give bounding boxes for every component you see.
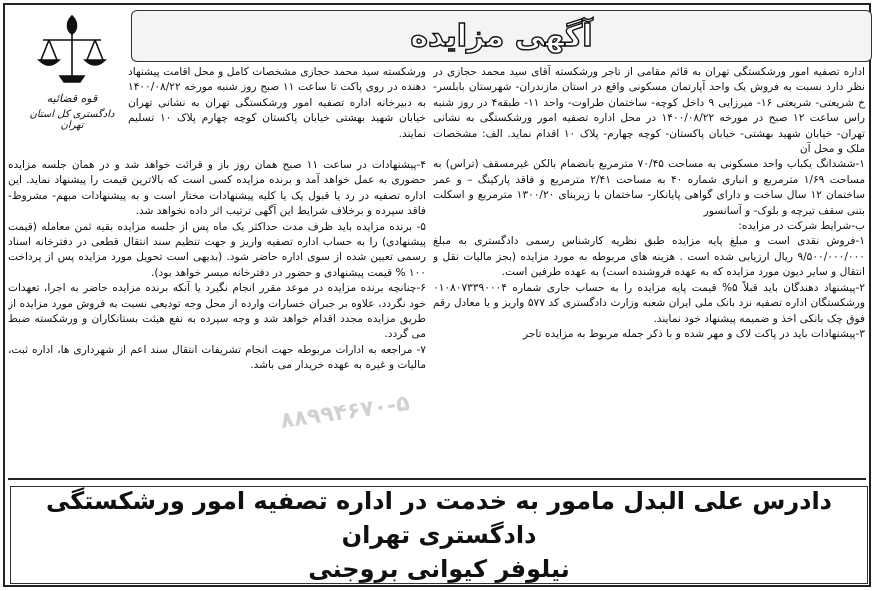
scales-of-justice-icon	[33, 10, 111, 88]
divider	[8, 478, 866, 480]
paragraph: ۱-ششدانگ یکباب واحد مسکونی به مساحت ۷۰/۴۵ مترمربع بانضمام بالکن غیرمسقف (تراس) به مساحت ۱/۶۹ مترمربع و انباری شماره ۴۰ به مساحت ۲/۴۱ مترمربع و فاقد پارکینگ – و عمر ساختمان ۱۲ سال ساخت و دارای گواهی پایانکار- ساختمان با زیربنای ۱۳۰۰/۲۰ مترمربع و اسکلت بتنی سقف تیرچه و بلوک- و آسانسور	[433, 158, 865, 217]
paragraph: ورشکسته سید محمد حجازی مشخصات کامل و محل اقامت پیشنهاد دهنده در روی پاکت تا ساعت ۱۱ صبح روز شنبه مورخه ۱۴۰۰/۰۸/۲۲ به دبیرخانه اداره تصفیه امور ورشکستگی تهران به نشانی تهران خیابان شهید بهشتی خیابان پاکستان کوچه چهارم پلاک ۱۰ تسلیم نمایند.	[128, 66, 426, 140]
paragraph: ب-شرایط شرکت در مزایده:	[738, 220, 865, 233]
signature-name: نیلوفر کیوانی بروجنی	[308, 555, 570, 583]
right-column	[433, 65, 865, 470]
paragraph: ۴-پیشنهادات در ساعت ۱۱ صبح همان روز باز و قرائت خواهد شد و در همان جلسه مزایده حضوری به عمل خواهد آمد و برنده مزایده کسی است که بالاترین قیمت را پیشنهاد نماید. این اداره تصفیه در رد یا قبول یک یا کلیه پیشنهادات مختار است و به پیشنهادات مبهم- مشروط- فاقد سپرده و برخلاف شرایط این آگهی ترتیب اثر داده نخواهد شد.	[8, 159, 426, 218]
paragraph: ۱-فروش نقدی است و مبلغ پایه مزایده طبق نظریه کارشناس رسمی دادگستری به مبلغ ۹/۵۰۰/۰۰۰/۰۰۰ ریال ارزیابی شده است . هزینه های مربوطه به مورد مزایده (بجز مالیات نقل و انتقال و سایر دیون مورد مزایده که به عهده فروشنده است) به عهده طرفین است.	[433, 235, 865, 279]
paragraph: ۷- مراجعه به ادارات مربوطه جهت انجام تشریفات انتقال سند اعم از شهرداری ها، اداره ثبت، مالیات و غیره به عهده خریدار می باشد.	[8, 343, 426, 372]
paragraph: ۲-پیشنهاد دهندگان باید قبلاً ۵% قیمت پایه مزایده را به حساب جاری شماره ۰۱۰۸۰۷۳۳۹۰۰۰۴ ورشکستگان اداره تصفیه نزد بانک ملی ایران شعبه وزارت دادگستری کد ۵۷۷ واریز و یا معادل رقم فوق چک بانکی اخذ و ضمیمه پیشنهاد خود نمایند.	[433, 281, 865, 325]
org-caption: دادگستری کل استان تهران	[29, 109, 115, 131]
emblem-caption: قوه قضائیه	[46, 92, 98, 105]
paragraph: ۶-چنانچه برنده مزایده در موعد مقرر انجام نگیرد یا آنکه برنده مزایده حاضر به اجرا، تعهدات خود نگردد، علاوه بر جبران خسارات وارده از محل وجه تودیعی نسبت به فروش مورد مزایده از طریق مزایده مجدد اقدام خواهد شد و وجه سپرده به نفع هیئت بستانکاران و ورشکسته ضبط می گردد.	[8, 282, 426, 341]
paragraph: ۳-پیشنهادات باید در پاکت لاک و مهر شده و با ذکر جمله مربوط به مزایده تاجر	[523, 327, 865, 340]
paragraph: ۵- برنده مزایده باید ظرف مدت حداکثر یک ماه پس از جلسه مزایده بقیه ثمن معامله (قیمت پیشنهادی) را به حساب اداره تصفیه واریز و جهت تنظیم سند انتقال قطعی در دفترخانه اسناد رسمی تعیین شده از سوی اداره حاضر شود. (بدیهی است تحویل مورد مزایده پس از پرداخت ۱۰۰ % قیمت پیشنهادی و حضور در دفترخانه میسر خواهد بود).	[8, 220, 426, 279]
left-column	[8, 158, 426, 470]
signature-title: دادرس علی البدل مامور به خدمت در اداره تصفیه امور ورشکستگی دادگستری تهران	[46, 487, 832, 549]
left-column-intro	[128, 65, 426, 142]
notice-title: آگهی مزایده	[410, 18, 593, 54]
paragraph: اداره تصفیه امور ورشکستگی تهران به قائم مقامی از تاجر ورشکسته آقای سید محمد حجازی در نظر دارد نسبت به فروش یک واحد آپارتمان مسکونی واقع در استان مازندران- شهرستان بابلسر- خ شریعتی- شریعتی ۱۶- میرزایی ۹ داخل کوچه- ساختمان طراوت- واحد ۱۱- طبقه۴ در روز شنبه راس ساعت ۱۲ صبح در مورخه ۱۴۰۰/۰۸/۲۲ در محل اداره تصفیه امور ورشکستگی به نشانی تهران- خیابان شهید بهشتی- خیابان پاکستان- کوچه چهارم- پلاک ۱۰ اقدام نماید. الف: مشخصات ملک و محل آن	[433, 66, 865, 156]
header-banner	[131, 10, 872, 62]
judiciary-logo	[22, 10, 122, 135]
watermark-text: ۸۸۹۹۴۶۷۰-۵	[278, 391, 412, 434]
signature-block	[10, 486, 868, 584]
